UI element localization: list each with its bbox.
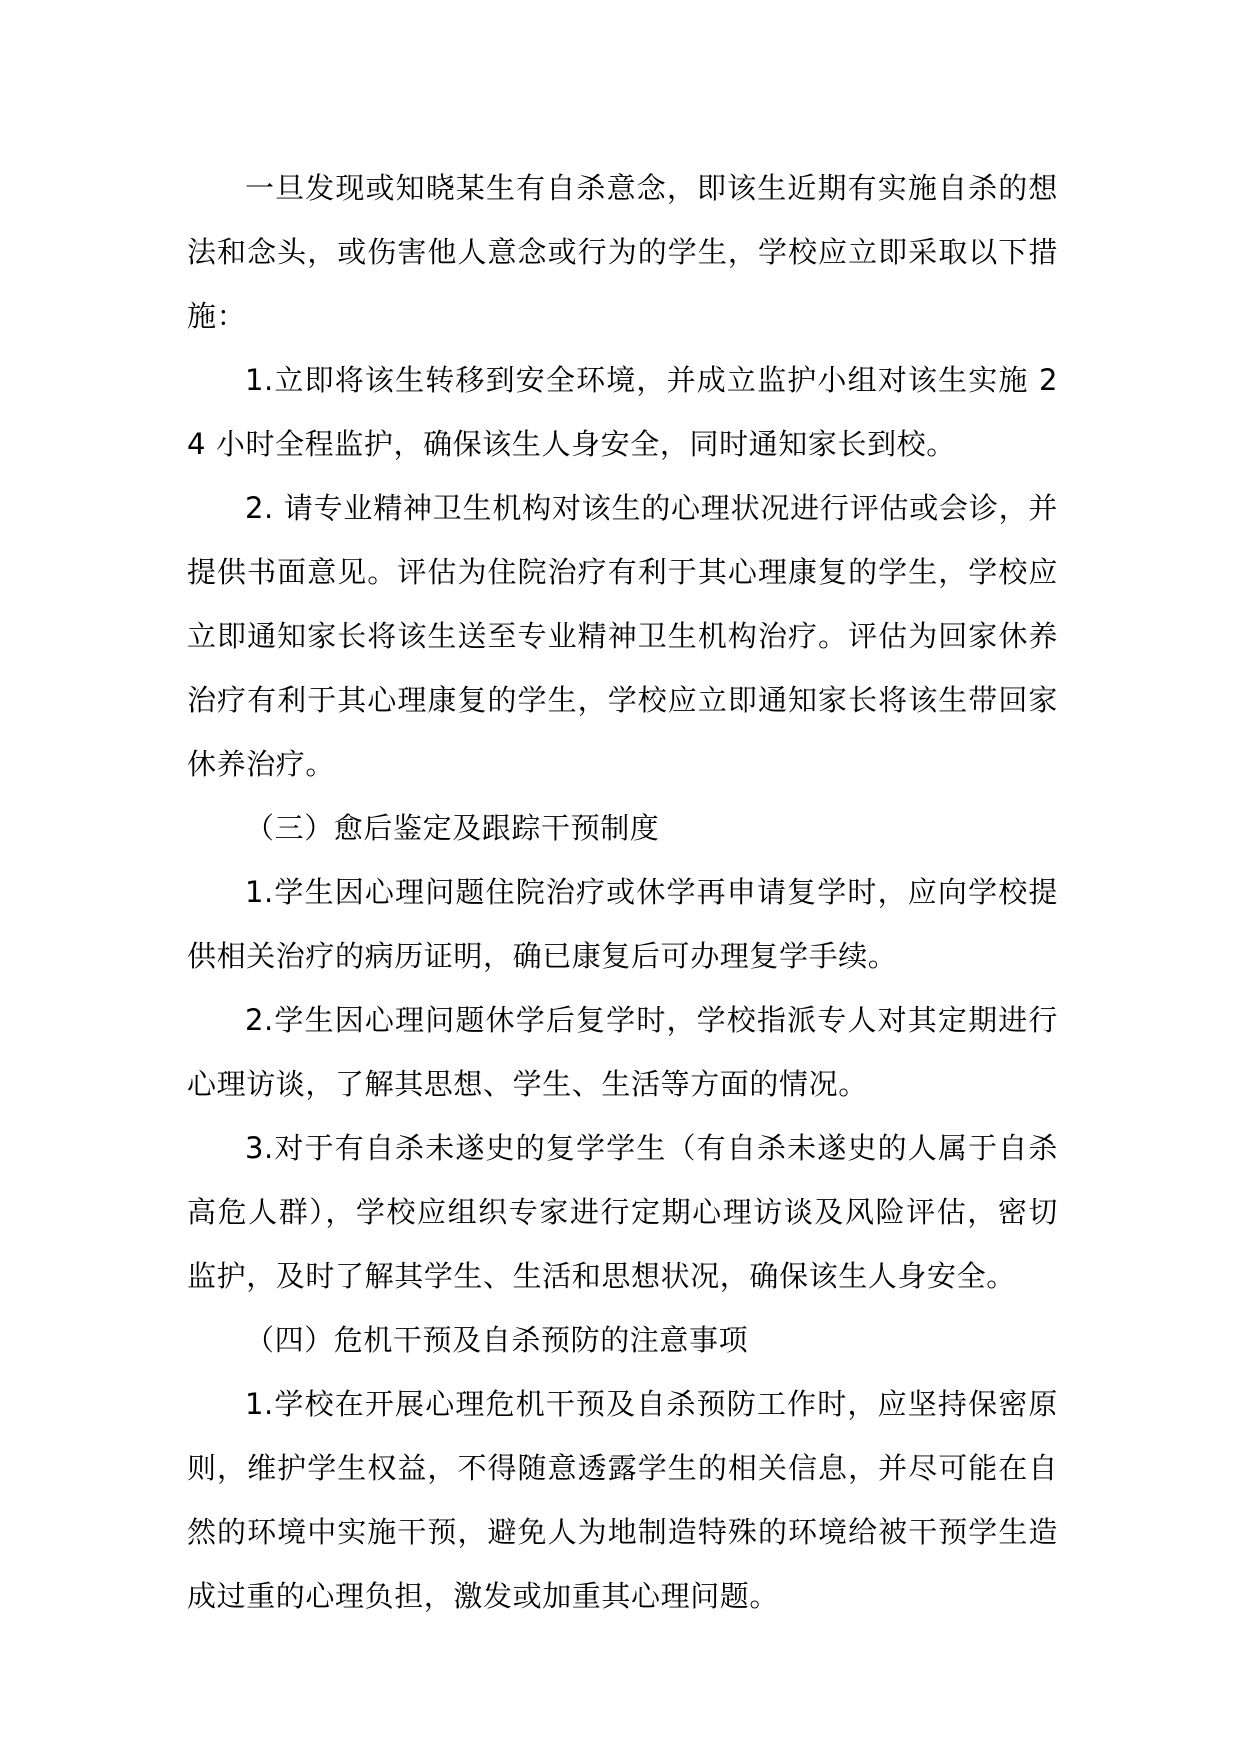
paragraph-followup-3: 3.对于有自杀未遂史的复学学生（有自杀未遂史的人属于自杀高危人群），学校应组织专家进行定期心理访谈及风险评估，密切监护，及时了解其学生、生活和思想状况，确保该生人身安全。: [187, 1131, 1058, 1293]
paragraph-notes-1: 1.学校在开展心理危机干预及自杀预防工作时，应坚持保密原则，维护学生权益，不得随意透露学生的相关信息，并尽可能在自然的环境中实施干预，避免人为地制造特殊的环境给被干预学生造成过重的心理负担，激发或加重其心理问题。: [187, 1387, 1058, 1613]
section-heading-4: （四）危机干预及自杀预防的注意事项: [245, 1323, 749, 1357]
paragraph-measure-2: 2. 请专业精神卫生机构对该生的心理状况进行评估或会诊，并提供书面意见。评估为住院治疗有利于其心理康复的学生，学校应立即通知家长将该生送至专业精神卫生机构治疗。评估为回家休养治疗有利于其心理康复的学生，学校应立即通知家长将该生带回家休养治疗。: [187, 491, 1058, 781]
paragraph-followup-2: 2.学生因心理问题休学后复学时，学校指派专人对其定期进行心理访谈，了解其思想、学生、生活等方面的情况。: [187, 1003, 1058, 1101]
document-body: [187, 156, 1058, 1628]
paragraph-measure-1: 1.立即将该生转移到安全环境，并成立监护小组对该生实施 24 小时全程监护，确保该生人身安全，同时通知家长到校。: [187, 363, 1058, 461]
section-heading-3: （三）愈后鉴定及跟踪干预制度: [245, 811, 660, 845]
paragraph-suicide-ideation-intro: 一旦发现或知晓某生有自杀意念，即该生近期有实施自杀的想法和念头，或伤害他人意念或行为的学生，学校应立即采取以下措施：: [187, 171, 1058, 333]
paragraph-followup-1: 1.学生因心理问题住院治疗或休学再申请复学时，应向学校提供相关治疗的病历证明，确已康复后可办理复学手续。: [187, 875, 1058, 973]
